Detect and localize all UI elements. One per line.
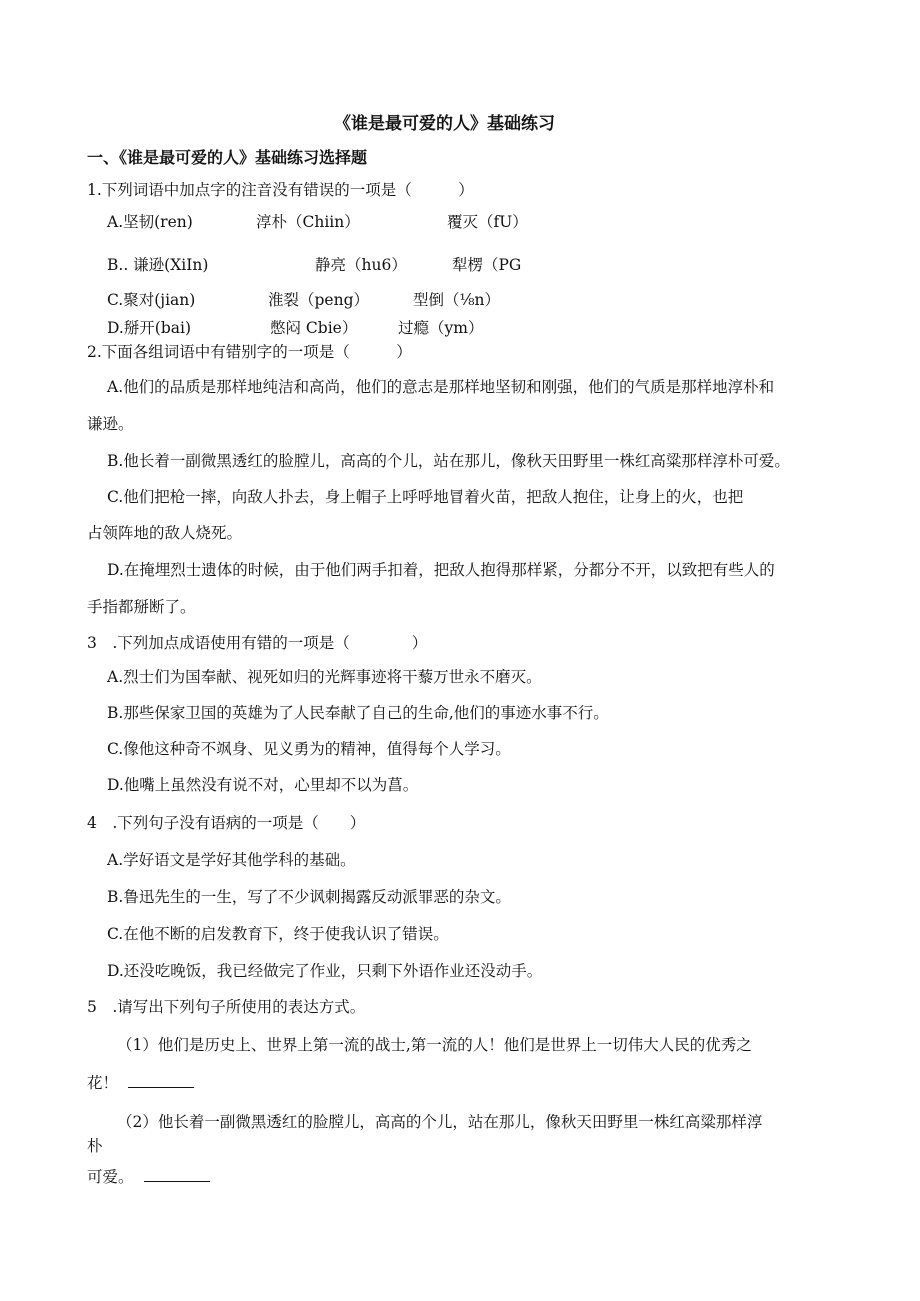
q1-option-a: A.坚韧(ren): [107, 213, 193, 231]
answer-blank-2[interactable]: [144, 1167, 210, 1182]
q5-sentence-2: （2）他长着一副微黑透红的脸膛儿，高高的个儿，站在那儿，像秋天田野里一株红高粱那样淳: [117, 1113, 763, 1131]
q2-option-b: B.他长着一副微黑透红的脸膛儿，高高的个儿，站在那儿，像秋天田野里一株红高粱那样淳朴可爱。: [107, 452, 790, 470]
q1-option-b-word3: 犁楞（PG: [452, 256, 522, 274]
q4-option-c: C.在他不断的启发教育下，终于使我认识了错误。: [107, 925, 449, 943]
q3-stem: 3 .下列加点成语使用有错的一项是（ ）: [87, 634, 428, 652]
q3-option-a: A.烈士们为国奉献、视死如归的光辉事迹将干藜万世永不磨灭。: [107, 668, 542, 686]
q4-stem: 4 .下列句子没有语病的一项是（ ）: [87, 814, 366, 832]
q5-sentence-2-cont: [87, 1167, 210, 1187]
q5-sentence-1-cont: [87, 1073, 194, 1093]
q1-stem: 1.下列词语中加点字的注音没有错误的一项是（ ）: [87, 181, 474, 199]
q1-option-b: B.. 谦逊(XiIn): [107, 256, 209, 274]
q2-option-d-cont: 手指都掰断了。: [87, 598, 196, 616]
q2-option-c-cont: 占领阵地的敌人烧死。: [87, 524, 243, 542]
q4-option-a: A.学好语文是学好其他学科的基础。: [107, 851, 356, 869]
q4-option-b: B.鲁迅先生的一生，写了不少讽刺揭露反动派罪恶的杂文。: [107, 888, 511, 906]
q2-option-a-cont: 谦逊。: [87, 415, 134, 433]
q1-option-c-word3: 型倒（⅛n）: [413, 291, 501, 309]
page-title: 《谁是最可爱的人》基础练习: [334, 114, 555, 134]
q4-option-d: D.还没吃晚饭，我已经做完了作业，只剩下外语作业还没动手。: [107, 962, 543, 980]
q1-option-d-word2: 憋闷 Cbie）: [270, 319, 358, 337]
q5-sentence-2-end: 可爱。: [87, 1168, 134, 1186]
q1-option-c: C.聚对(jian): [107, 291, 196, 309]
q2-stem: 2.下面各组词语中有错别字的一项是（ ）: [87, 343, 412, 361]
q3-option-d: D.他嘴上虽然没有说不对，心里却不以为菖。: [107, 776, 419, 794]
q5-sentence-1: （1）他们是历史上、世界上第一流的战士,第一流的人！他们是世界上一切伟大人民的优秀之: [117, 1036, 752, 1054]
section-heading: 一、《谁是最可爱的人》基础练习选择题: [87, 148, 368, 167]
q1-option-b-word2: 静亮（hu6）: [315, 256, 407, 274]
q5-sentence-1-end: 花！: [87, 1074, 119, 1092]
q1-option-a-word2: 淳朴（Chiin）: [256, 213, 360, 231]
q2-option-d: D.在掩埋烈士遗体的时候，由于他们两手扣着，把敌人抱得那样紧，分都分不开，以致把有些人的: [107, 561, 775, 579]
q1-option-d-word3: 过瘾（ym）: [398, 319, 484, 337]
q3-option-c: C.像他这种奇不飒身、见义勇为的精神，值得每个人学习。: [107, 740, 511, 758]
q5-sentence-2-wrap: 朴: [87, 1137, 103, 1155]
q5-stem: 5 .请写出下列句子所使用的表达方式。: [87, 998, 366, 1016]
q2-option-a: A.他们的品质是那样地纯洁和高尚，他们的意志是那样地坚韧和刚强，他们的气质是那样地淳朴和: [107, 378, 775, 396]
q1-option-d: D.掰开(bai): [107, 319, 192, 337]
q1-option-c-word2: 淮裂（peng）: [268, 291, 370, 309]
q1-option-a-word3: 覆灭（fU）: [447, 213, 528, 231]
answer-blank-1[interactable]: [128, 1073, 194, 1088]
q3-option-b: B.那些保家卫国的英雄为了人民奉献了自己的生命,他们的事迹水事不行。: [107, 704, 609, 722]
q2-option-c: C.他们把枪一摔，向敌人扑去，身上帽子上呼呼地冒着火苗，把敌人抱住，让身上的火，也把: [107, 488, 744, 506]
